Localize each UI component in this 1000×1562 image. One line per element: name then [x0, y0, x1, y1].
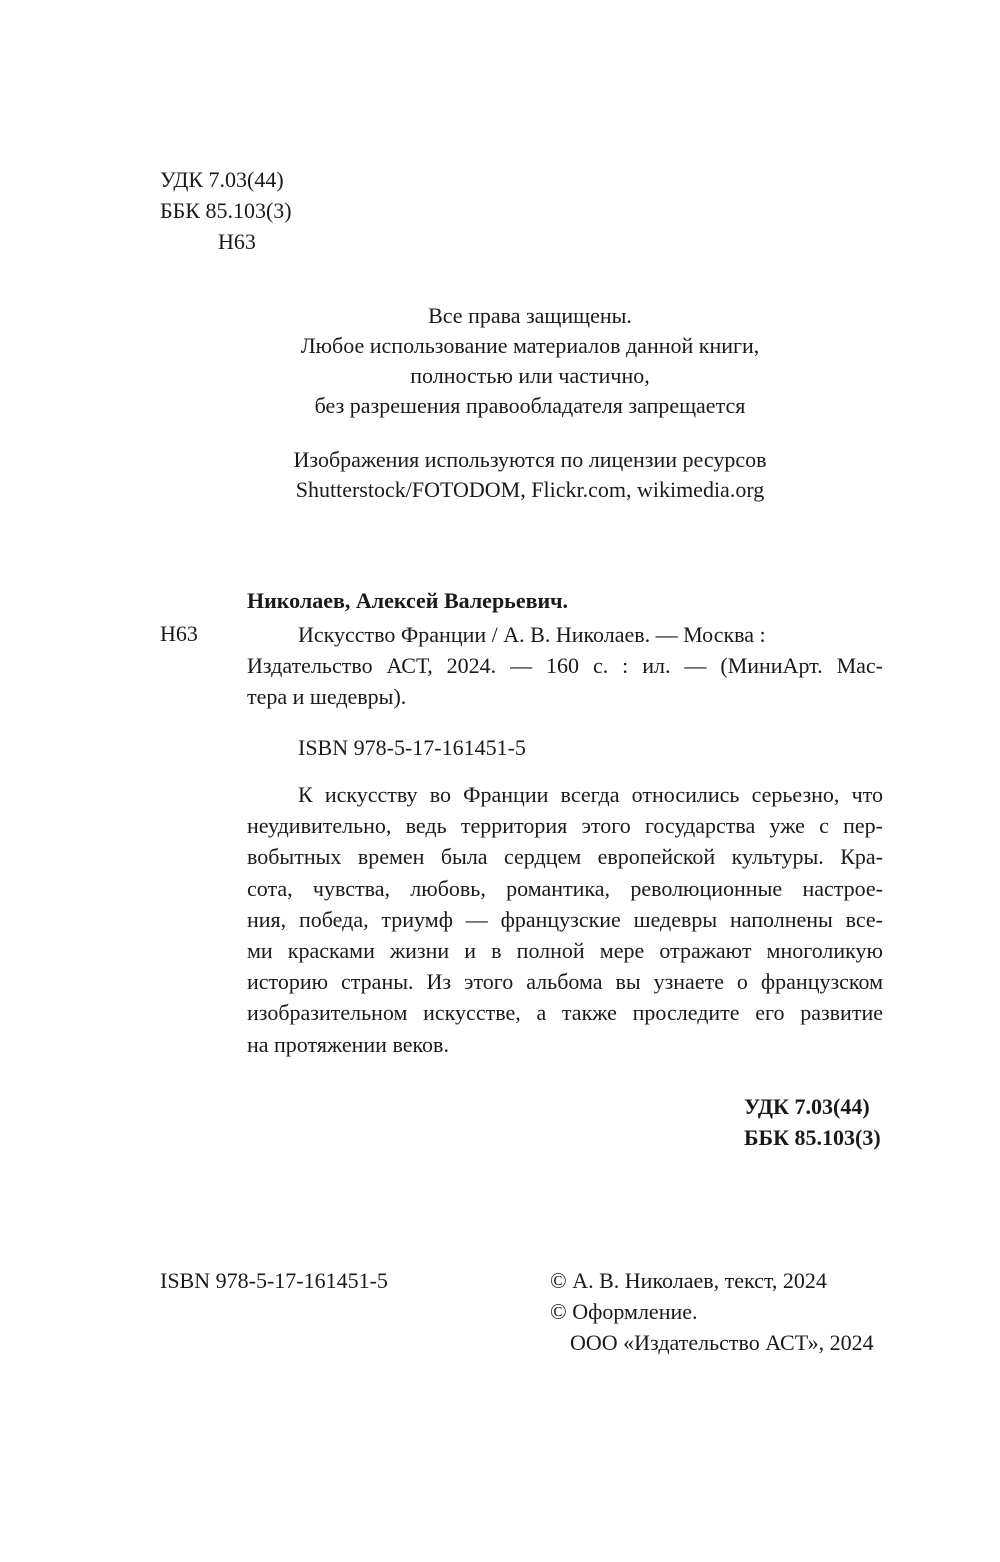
- catalog-isbn: ISBN 978-5-17-161451-5: [298, 735, 526, 760]
- annotation-line: историю страны. Из этого альбома вы узнаете о французском: [247, 969, 883, 995]
- annotation-line: на протяжении веков.: [247, 1031, 449, 1057]
- header-author-mark: Н63: [218, 229, 256, 254]
- header-bbk: ББК 85.103(3): [160, 198, 292, 223]
- description-line: тера и шедевры).: [247, 684, 407, 709]
- images-license-line: Shutterstock/FOTODOM, Flickr.com, wikimedia.org: [295, 477, 765, 502]
- catalog-author: Николаев, Алексей Валерьевич.: [247, 588, 569, 613]
- footer-copyright-publisher: ООО «Издательство АСТ», 2024: [570, 1330, 874, 1355]
- annotation-line: ния, победа, триумф — французские шедевры наполнены все-: [247, 906, 883, 932]
- catalog-bbk: ББК 85.103(3): [744, 1125, 881, 1150]
- footer-isbn: ISBN 978-5-17-161451-5: [160, 1268, 388, 1293]
- catalog-author-mark: Н63: [160, 621, 198, 646]
- rights-line: полностью или частично,: [410, 363, 650, 388]
- footer-copyright-text: © А. В. Николаев, текст, 2024: [550, 1268, 827, 1293]
- description-line: Искусство Франции / А. В. Николаев. — Москва :: [298, 622, 766, 647]
- header-udk: УДК 7.03(44): [160, 167, 284, 192]
- annotation-line: вобытных времен была сердцем европейской культуры. Кра-: [247, 844, 883, 870]
- rights-notice: [160, 301, 900, 421]
- description-line: Издательство АСТ, 2024. — 160 с. : ил. — (МиниАрт. Мас-: [247, 653, 883, 678]
- rights-line: Все права защищены.: [428, 303, 632, 328]
- images-license-line: Изображения используются по лицензии ресурсов: [293, 447, 767, 472]
- catalog-udk: УДК 7.03(44): [744, 1094, 870, 1119]
- annotation-line: ми красками жизни и в полной мере отражают многоликую: [247, 938, 883, 964]
- rights-line: Любое использование материалов данной книги,: [300, 333, 760, 358]
- annotation-line: неудивительно, ведь территория этого государства уже с пер-: [247, 813, 883, 839]
- annotation-line: изобразительном искусстве, а также проследите его развитие: [247, 1000, 883, 1026]
- annotation-line: сота, чувства, любовь, романтика, революционные настрое-: [247, 875, 883, 901]
- rights-line: без разрешения правообладателя запрещается: [314, 393, 746, 418]
- catalog-description: [247, 619, 883, 712]
- images-license-notice: [160, 445, 900, 505]
- annotation-line: К искусству во Франции всегда относились серьезно, что: [298, 782, 883, 807]
- catalog-annotation: [247, 779, 883, 1060]
- footer-copyright-design: © Оформление.: [550, 1299, 698, 1324]
